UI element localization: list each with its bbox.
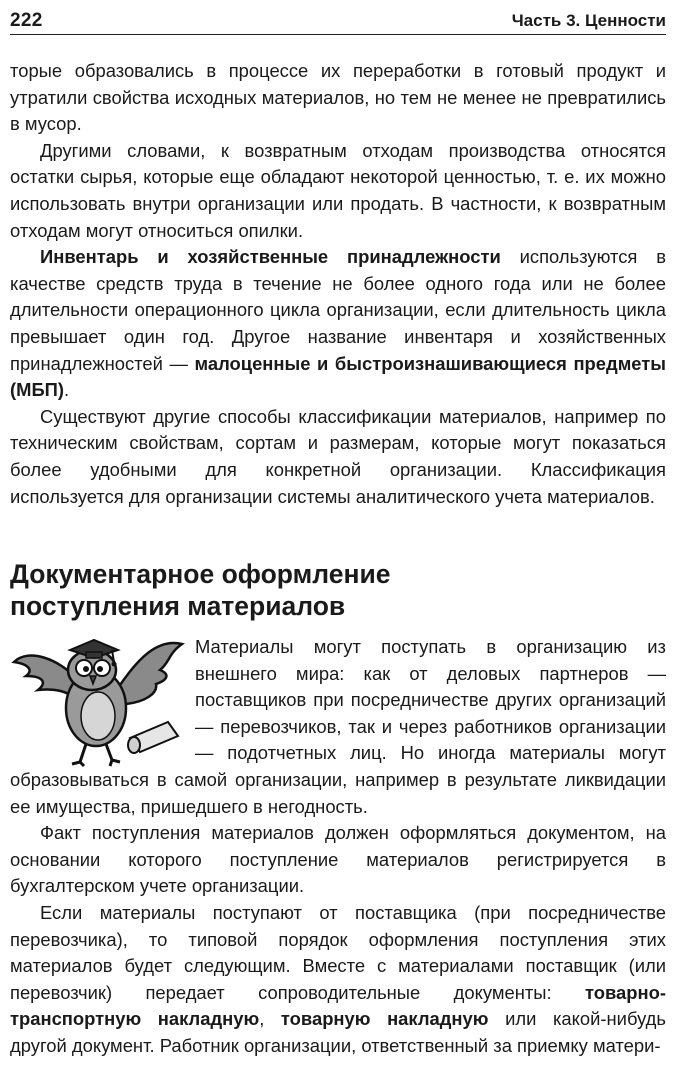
- paragraph: Если материалы поступают от поставщика (при посредничестве перевозчика), то типовой порядок оформления поступления этих материалов будет следующим. Вместе с материалами поставщик (или перевозчик) передает сопроводительные документы: товарно-транспортную накладную, товарную накладную или какой-нибудь другой документ. Работник организации, ответственный за приемку матери-: [10, 901, 666, 1056]
- paragraph: Существуют другие способы классификации материалов, например по техническим свойствам, сортам и размерам, которые могут показаться более удобными для конкретной организации. Классификация используется для организации системы аналитического учета материалов.: [10, 405, 666, 507]
- term-tn: товарную накладную: [280, 1008, 489, 1030]
- illustration-space: [10, 634, 195, 766]
- running-head: Часть 3. Ценности: [511, 11, 666, 30]
- intro-text: [10, 58, 666, 510]
- page-header: [10, 8, 666, 35]
- page-number: 222: [10, 10, 43, 31]
- paragraph: Другими словами, к возвратным отходам производства относятся остатки сырья, которые еще обладают некоторой ценностью, т. е. их можно использовать внутри организации или продать. В частности, к возвратным отходам могут относиться опилки.: [10, 139, 666, 241]
- term-mbp: малоценные и быстроизнашивающиеся предметы (МБП): [10, 352, 666, 401]
- section-text: [10, 634, 666, 1060]
- paragraph: Инвентарь и хозяйственные принадлежности используются в качестве средств труда в течение не более одного года или не более длительности операционного цикла организации, если длительность цикла превышает один год. Другое название инвентаря и хозяйственных принадлежностей — малоценные и быстроизнашивающиеся предметы (МБП).: [10, 246, 666, 401]
- paragraph: Материалы могут поступать в организацию из внешнего мира: как от деловых партнеров — поставщиков при посредничестве других организаций — перевозчиков, так и через работников организации — подотчетных лиц. Но иногда материалы могут образовываться в самой организации, например в результате ликвидации ее имущества, пришедшего в негодность.: [10, 636, 666, 817]
- paragraph: Факт поступления материалов должен оформляться документом, на основании которого поступление материалов регистрируется в бухгалтерском учете организации.: [10, 822, 666, 897]
- term-inventory: Инвентарь и хозяйственные принадлежности: [40, 246, 501, 268]
- section-heading: Документарное оформление поступления материалов: [10, 559, 391, 621]
- term-ttn: товарно-транспортную накладную: [10, 981, 666, 1030]
- paragraph: торые образовались в процессе их переработки в готовый продукт и утратили свойства исходных материалов, но тем не менее не превратились в мусор.: [10, 60, 666, 135]
